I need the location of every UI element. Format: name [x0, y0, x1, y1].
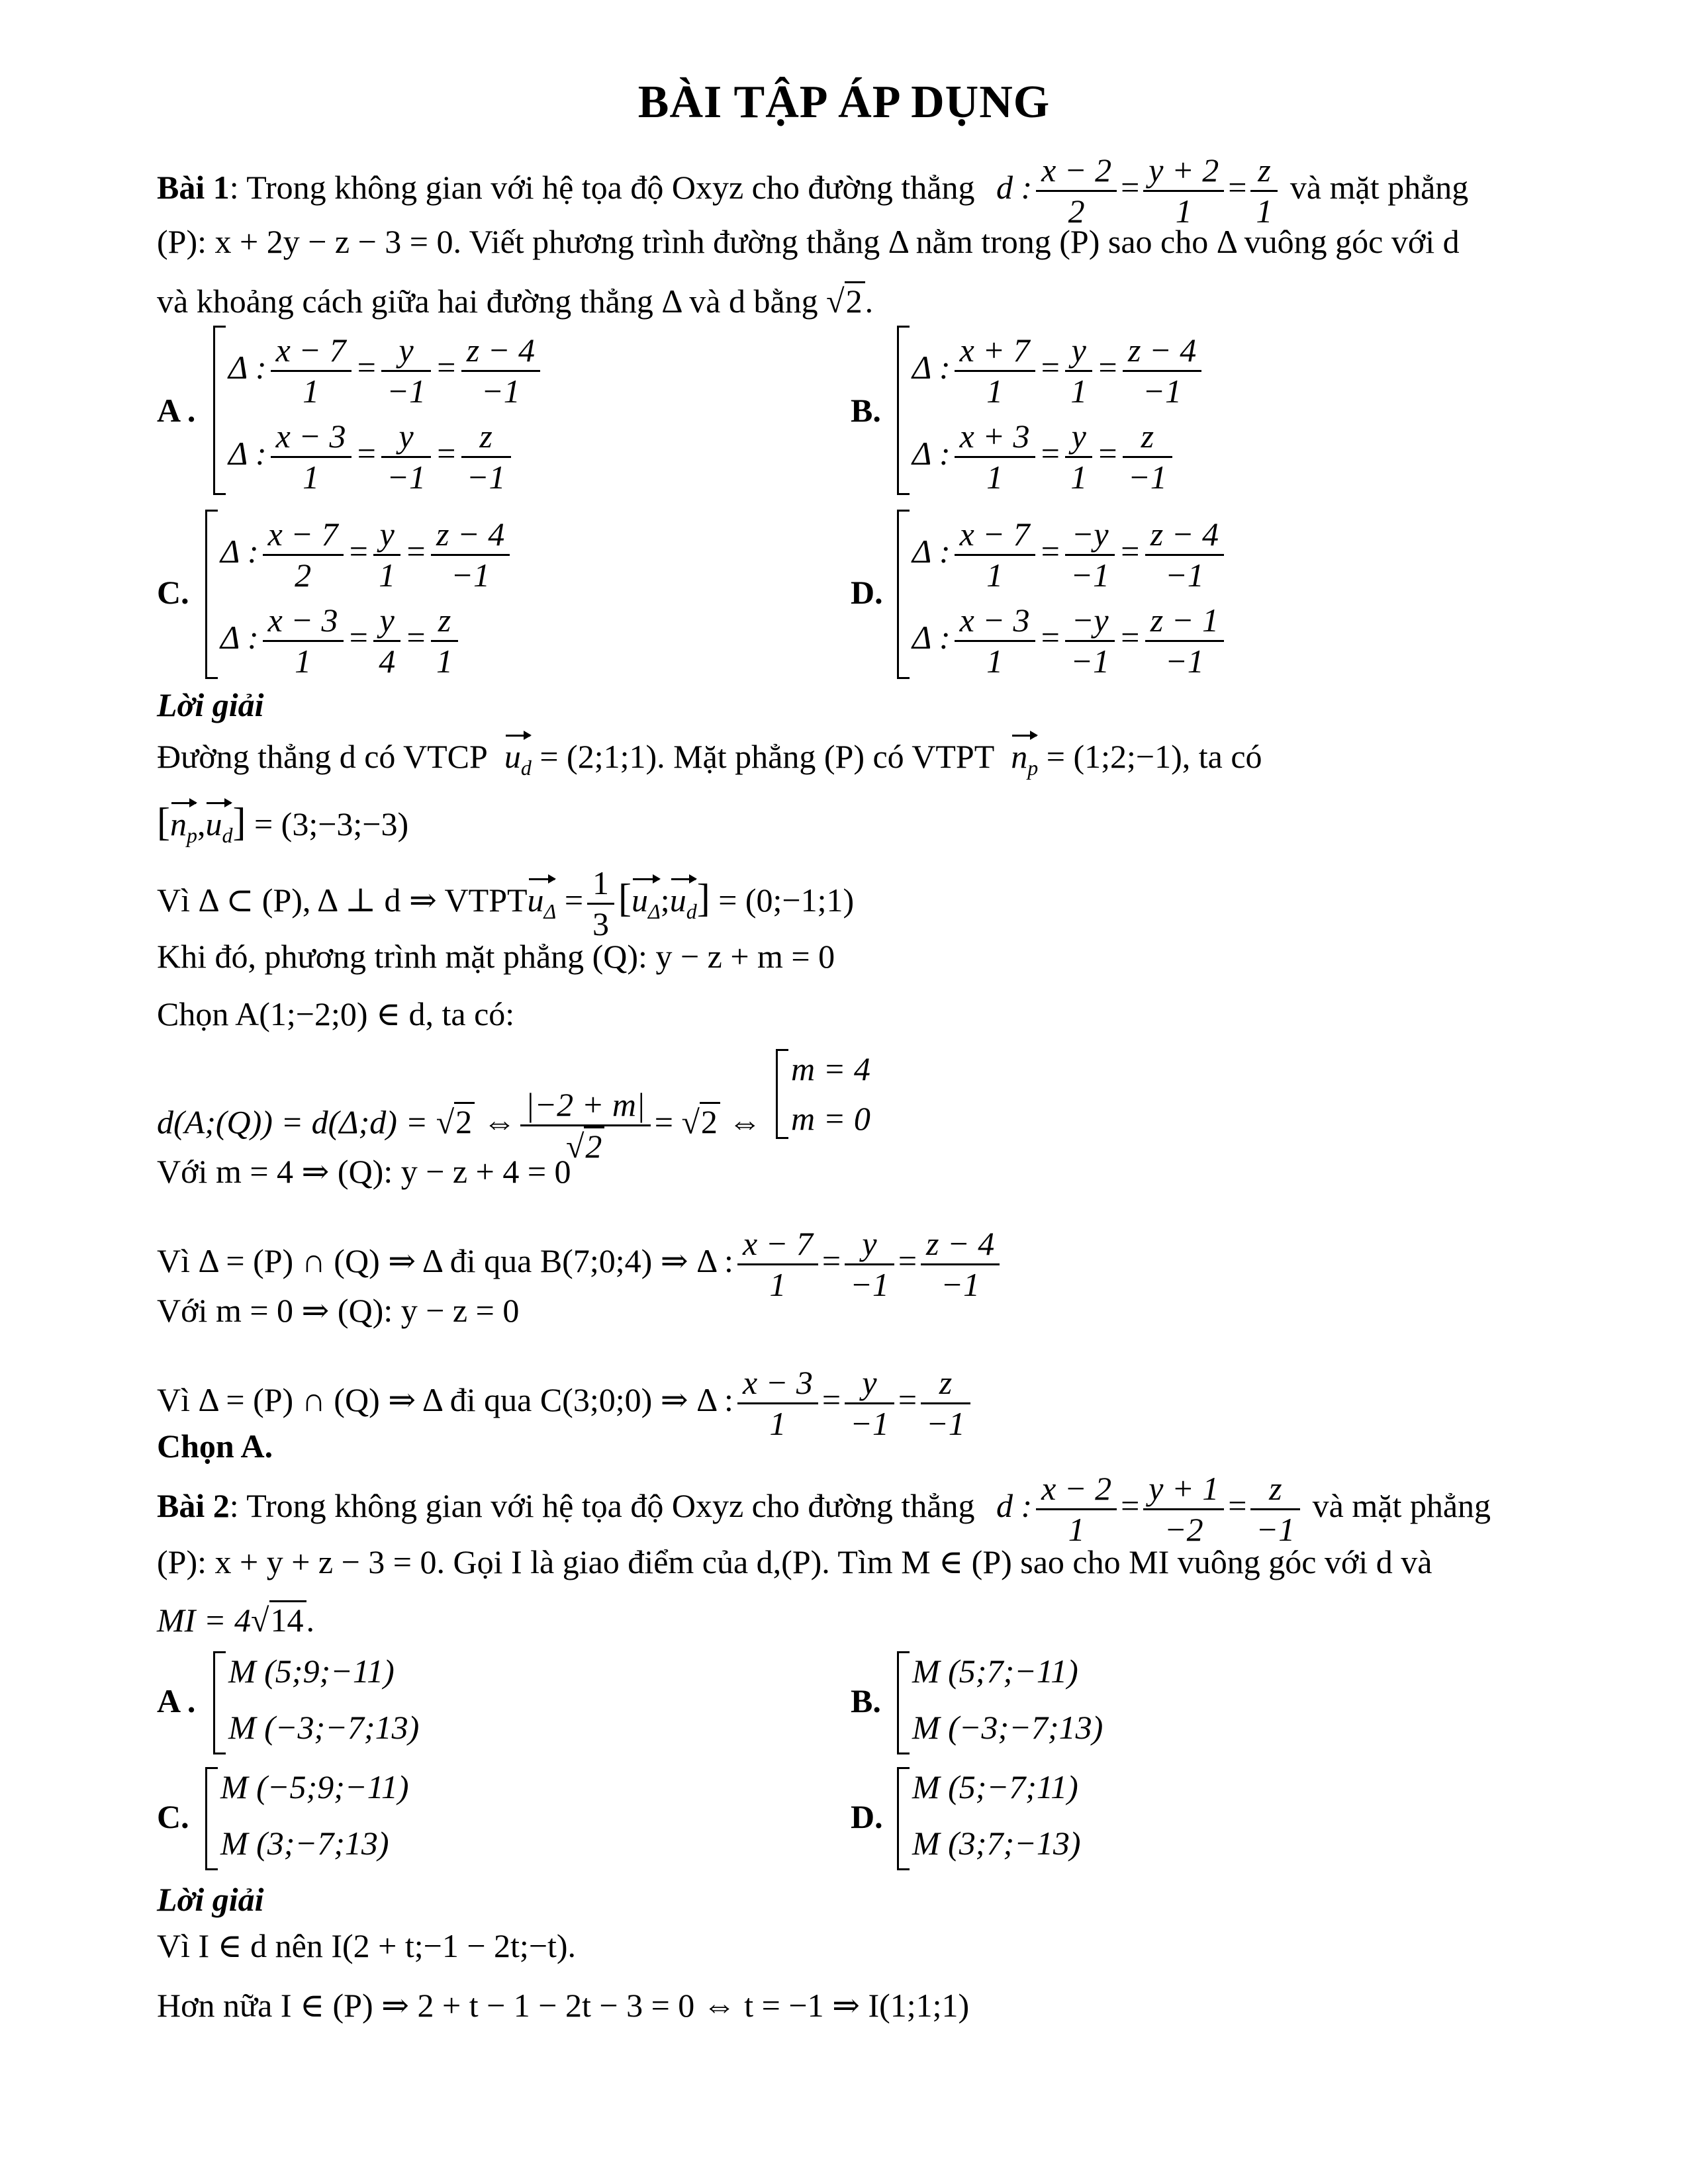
- bai2-statement-line1: Bài 2: Trong không gian với hệ tọa độ Oxyz cho đường thẳng d : $\frac{x - 2}{1}$ = $\frac{y + 1}{-2}$ = $\frac{z}{-1}$ và mặt phẳng: [157, 1470, 1491, 1548]
- bai1-solution-heading: Lời giải: [157, 686, 264, 723]
- bai1-d-frac-1: $\frac{x - 2}{2}$: [1036, 151, 1117, 231]
- bai2-option-d-bracket: [897, 1767, 910, 1870]
- bai1-option-b-eq2: Δ : $\frac{x + 3}{1}$ = $\frac{y}{1}$ = $\frac{z}{-1}$: [912, 417, 1176, 497]
- bai1-option-d-eq2: Δ : $\frac{x - 3}{1}$ = $\frac{-y}{-1}$ = $\frac{z - 1}{-1}$: [912, 601, 1228, 681]
- bai2-d-frac-1: $\frac{x - 2}{1}$: [1036, 1469, 1117, 1549]
- page-title: BÀI TẬP ÁP DỤNG: [637, 77, 1051, 128]
- bai1-solution-line9: Với m = 0 ⇒ (Q): y − z = 0: [157, 1292, 520, 1329]
- bai1-d-prefix: d :: [996, 168, 1033, 206]
- bai2-option-a-item1: M (5;9;−11): [228, 1653, 395, 1690]
- bai2-option-d-item1: M (5;−7;11): [912, 1768, 1078, 1805]
- bai2-option-c-bracket: [205, 1767, 218, 1870]
- bai1-solution-line5: Chọn A(1;−2;0) ∈ d, ta có:: [157, 995, 515, 1032]
- bai1-option-c-eq2: Δ : $\frac{x - 3}{1}$ = $\frac{y}{4}$ = $\frac{z}{1}$: [220, 601, 462, 681]
- bai1-option-c-bracket: [205, 510, 218, 679]
- bai1-option-c-label[interactable]: C.: [157, 574, 189, 611]
- bai2-option-b-item1: M (5;7;−11): [912, 1653, 1078, 1690]
- bai1-solution-line2: $[n_p,u_d]$ = (3;−3;−3): [157, 800, 409, 847]
- bai1-option-a-eq2: Δ : $\frac{x - 3}{1}$ = $\frac{y}{-1}$ = $\frac{z}{-1}$: [228, 417, 515, 497]
- bai1-text2: và mặt phẳng: [1289, 168, 1469, 206]
- bai2-option-d-label[interactable]: D.: [851, 1798, 883, 1835]
- bai1-solution-line4: Khi đó, phương trình mặt phẳng (Q): y − z + m = 0: [157, 938, 835, 975]
- bai2-option-c-label[interactable]: C.: [157, 1798, 189, 1835]
- bai1-statement-line3: và khoảng cách giữa hai đường thẳng Δ và d bằng √2.: [157, 283, 874, 320]
- bai2-text2: và mặt phẳng: [1312, 1486, 1491, 1524]
- bai1-option-c-eq1: Δ : $\frac{x - 7}{2}$ = $\frac{y}{1}$ = $\frac{z - 4}{-1}$: [220, 515, 514, 595]
- bai1-text1: : Trong không gian với hệ tọa độ Oxyz cho đường thẳng: [229, 168, 975, 206]
- bai2-solution-line2: Hơn nữa I ∈ (P) ⇒ 2 + t − 1 − 2t − 3 = 0 ⇔ t = −1 ⇒ I(1;1;1): [157, 1987, 970, 2024]
- bai2-option-a-label[interactable]: A .: [157, 1682, 196, 1719]
- bai2-label: Bài 2: [157, 1486, 230, 1524]
- bai2-option-b-label[interactable]: B.: [851, 1682, 881, 1719]
- bai1-option-b-label[interactable]: B.: [851, 392, 881, 429]
- bai2-option-c-item1: M (−5;9;−11): [220, 1768, 409, 1805]
- bai1-solution-line3: Vì Δ ⊂ (P), Δ ⊥ d ⇒ VTPTu$_\Delta$ = $\frac{1}{3}$ $[u_\Delta;u_d]$ = (0;−1;1): [157, 864, 855, 942]
- bai2-text1: : Trong không gian với hệ tọa độ Oxyz cho đường thẳng: [229, 1486, 975, 1524]
- bai2-option-c-item2: M (3;−7;13): [220, 1825, 389, 1862]
- bai1-option-d-bracket: [897, 510, 910, 679]
- bai1-d-frac-3: $\frac{z}{1}$: [1250, 151, 1278, 231]
- bai1-option-b-eq1: Δ : $\frac{x + 7}{1}$ = $\frac{y}{1}$ = $\frac{z - 4}{-1}$: [912, 331, 1205, 411]
- bai1-solution-line6: d(A;(Q)) = d(Δ;d) = √2 ⇔ $\frac{|-2 + m|}{√2}$ = √2 ⇔: [157, 1086, 762, 1165]
- bai1-case-2: m = 0: [791, 1100, 870, 1137]
- bai1-option-a-eq1: Δ : $\frac{x - 7}{1}$ = $\frac{y}{-1}$ = $\frac{z - 4}{-1}$: [228, 331, 544, 411]
- bai1-label: Bài 1: [157, 168, 230, 206]
- bai2-option-b-bracket: [897, 1651, 910, 1754]
- bai1-solution-line1: Đường thẳng d có VTCP $u_d$ = (2;1;1). Mặt phẳng (P) có VTPT $n_p$ = (1;2;−1), ta có: [157, 733, 1262, 778]
- bai1-d-frac-2: $\frac{y + 2}{1}$: [1143, 151, 1224, 231]
- bai1-option-a-label[interactable]: A .: [157, 392, 196, 429]
- bai2-solution-heading: Lời giải: [157, 1881, 264, 1918]
- bai1-option-a-bracket: [213, 326, 226, 495]
- bai1-solution-line7: Với m = 4 ⇒ (Q): y − z + 4 = 0: [157, 1153, 571, 1190]
- bai1-answer: Chọn A.: [157, 1428, 273, 1465]
- bai2-option-d-item2: M (3;7;−13): [912, 1825, 1081, 1862]
- bai1-solution-line10: Vì Δ = (P) ∩ (Q) ⇒ Δ đi qua C(3;0;0) ⇒ Δ : $\frac{x - 3}{1}$ = $\frac{y}{-1}$ = $\frac{z}{-1}$: [157, 1363, 974, 1443]
- bai1-statement-line1: Bài 1: Trong không gian với hệ tọa độ Oxyz cho đường thẳng d : $\frac{x - 2}{2}$ = $\frac{y + 2}{1}$ = $\frac{z}{1}$ và mặt phẳng: [157, 152, 1469, 230]
- bai1-statement-line2: (P): x + 2y − z − 3 = 0. Viết phương trình đường thẳng Δ nằm trong (P) sao cho Δ vuông góc với d: [157, 223, 1460, 260]
- bai2-option-b-item2: M (−3;−7;13): [912, 1709, 1103, 1746]
- bai1-sqrt-2: 2: [845, 281, 865, 318]
- bai1-solution-line8: Vì Δ = (P) ∩ (Q) ⇒ Δ đi qua B(7;0;4) ⇒ Δ : $\frac{x - 7}{1}$ = $\frac{y}{-1}$ = $\frac{z - 4}{-1}$: [157, 1224, 1004, 1304]
- bai2-statement-line2: (P): x + y + z − 3 = 0. Gọi I là giao điểm của d,(P). Tìm M ∈ (P) sao cho MI vuông góc với d và: [157, 1543, 1432, 1580]
- bai2-d-frac-3: $\frac{z}{-1}$: [1250, 1469, 1300, 1549]
- bai2-d-frac-2: $\frac{y + 1}{-2}$: [1143, 1469, 1224, 1549]
- bai1-option-d-eq1: Δ : $\frac{x - 7}{1}$ = $\frac{-y}{-1}$ = $\frac{z - 4}{-1}$: [912, 515, 1228, 595]
- bai2-statement-line3: MI = 4√14.: [157, 1602, 314, 1639]
- bai1-cases-bracket: [776, 1049, 788, 1139]
- bai1-case-1: m = 4: [791, 1050, 870, 1087]
- bai2-option-a-bracket: [213, 1651, 226, 1754]
- bai1-option-d-label[interactable]: D.: [851, 574, 883, 611]
- bai1-option-b-bracket: [897, 326, 910, 495]
- bai2-option-a-item2: M (−3;−7;13): [228, 1709, 420, 1746]
- bai2-solution-line1: Vì I ∈ d nên I(2 + t;−1 − 2t;−t).: [157, 1927, 577, 1964]
